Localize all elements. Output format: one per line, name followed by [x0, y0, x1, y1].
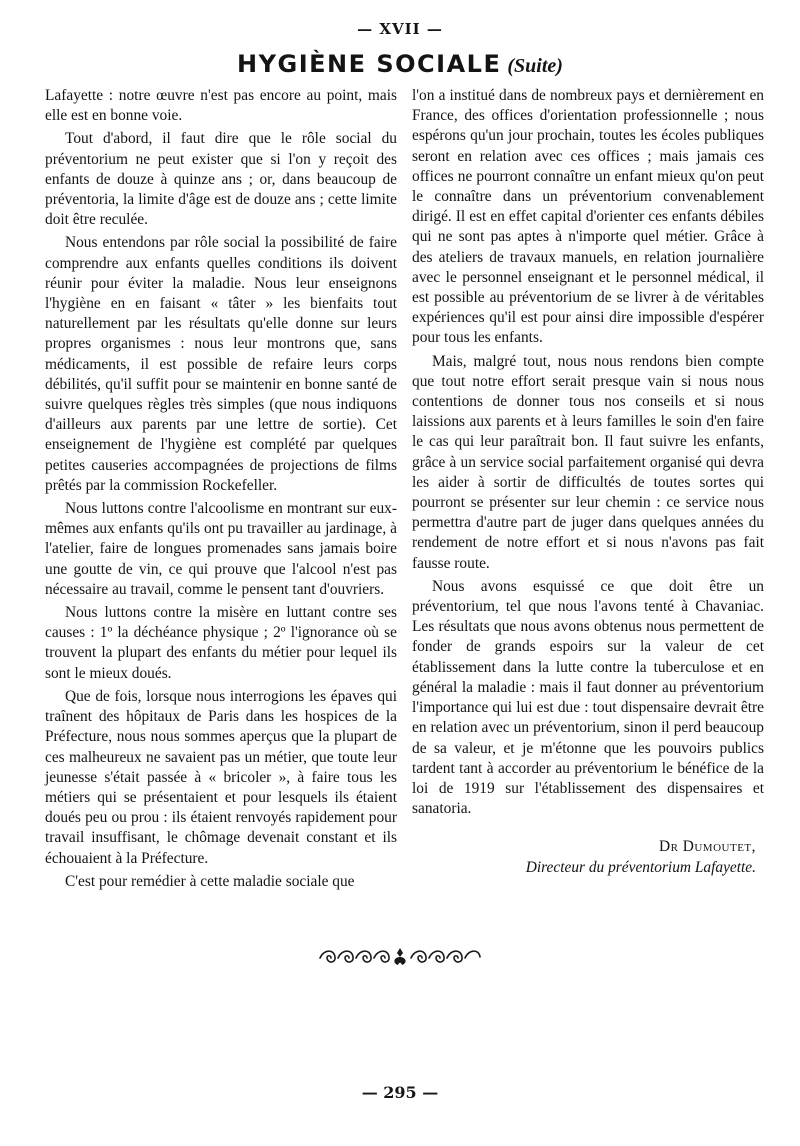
paragraph: l'on a institué dans de nombreux pays et dernièrement en France, des offices d'orientation professionnelle ; nous espérons qu'un jour prochain, toutes les écoles publiques seront en relation avec ces offices ; mais jamais ces offices ne pourront connaître un enfant mieux qu'on peut le connaître dans un préventorium convenablement dirigé. Il est en effet capital d'orienter ces enfants débiles qui ne sont pas aptes à n'importe quel métier. Grâce à des ateliers de travaux manuels, en relation journalière avec le personnel enseignant et le personnel médical, il est possible au préventorium de se livrer à de véritables expériences qu'il est pour ainsi dire impossible d'espérer pour tous les enfants.: [412, 87, 764, 347]
paragraph: Lafayette : notre œuvre n'est pas encore au point, mais elle est en bonne voie.: [45, 87, 397, 125]
page-roman-numeral: — XVII —: [357, 20, 443, 38]
article-title-suite: (Suite): [507, 55, 563, 77]
ornament-icon: [318, 945, 482, 969]
paragraph: Nous luttons contre l'alcoolisme en montrant sur eux-mêmes aux enfants qu'ils ont pu travailler au jardinage, à l'atelier, faire de longues promenades sans jamais boire une goutte de vin, ce qui prouve que l'alcool n'est pas nécessaire au travail, comme le pensent tant d'ouvriers.: [45, 500, 397, 598]
right-column: [412, 86, 764, 878]
paragraph: Nous entendons par rôle social la possibilité de faire comprendre aux enfants quelles conditions ils doivent réunir pour éviter la maladie. Nous leur enseignons l'hygiène en en faisant « tâter » les bienfaits tout naturellement par les résultats qu'elle donne sur leurs propres organismes : nous leur montrons que, sans médicaments, il est possible de refaire leurs corps débilités, qu'il suffit pour se maintenir en bonne santé de suivre quelques règles très simples (que nous indiquons d'ailleurs aux parents par une lettre de sortie). Cet enseignement de l'hygiène est complété par quelques petites causeries accompagnées de projections de films prêtés par la commission Rockefeller.: [45, 234, 397, 494]
ornament-divider: [0, 945, 800, 969]
article-title: HYGIÈNE SOCIALE: [237, 50, 502, 78]
signature-block: [412, 837, 764, 877]
paragraph: C'est pour remédier à cette maladie sociale que: [65, 872, 355, 890]
paragraph: Nous avons esquissé ce que doit être un préventorium, tel que nous l'avons tenté à Chavaniac. Les résultats que nous avons obtenus nous permettent de fonder de grands espoirs sur la valeur de cet établissement dans la lutte contre la tuberculose et en général la maladie : mais il faut donner au préventorium l'importance qui lui est due : tout dispensaire devrait être en relation avec un préventorium, sinon il perd beaucoup de sa valeur, et je m'étonne que les pouvoirs publics tardent tant à accorder au préventorium le bénéfice de la loi de 1919 sur l'établissement des dispensaires et sanatoria.: [412, 577, 764, 818]
paragraph: Tout d'abord, il faut dire que le rôle social du préventorium ne peut exister que si l'on y reçoit des enfants de douze à quinze ans ; or, dans beaucoup de préventoria, la limite d'âge est de douze ans ; cette limite doit être reculée.: [45, 130, 397, 229]
left-column: [45, 86, 397, 895]
paragraph: Nous luttons contre la misère en luttant contre ses causes : 1º la déchéance physique ; 2º l'ignorance où se trouvent la plupart des enfants du métier pour lequel ils sont le mieux doués.: [45, 604, 397, 682]
paragraph: Que de fois, lorsque nous interrogions les épaves qui traînent des hôpitaux de Paris dans les hospices de la Préfecture, nous nous sommes aperçus que la plupart de ces malheureux ne savaient pas un métier, que toute leur jeunesse s'était passée à « bricoler », à faire tous les métiers qui se présentaient et pour lesquels ils étaient doués peu ou prou : ils étaient renvoyés rapidement pour travail insuffisant, le chômage devenait constant et ils échouaient à la Préfecture.: [45, 687, 397, 867]
paragraph: Mais, malgré tout, nous nous rendons bien compte que tout notre effort serait presque vain si nous nous contentions de donner tous nos conseils et si nous laissions aux parents et à leurs familles le soin d'en faire le cas qui leur paraîtrait bon. Il faut suivre les enfants, grâce à un service social parfaitement organisé qui devra les aider à sortir de difficultés de toutes sortes qui pourront se présenter sur leur chemin : ce service nous permettra d'autre part de juger dans quelques années du rendement de notre effort et si nous n'avons pas fait fausse route.: [412, 352, 764, 572]
signature-name: Dr Dumoutet,: [658, 838, 756, 856]
page-number: — 295 —: [361, 1083, 439, 1102]
page-title: [0, 50, 800, 78]
signature-role: Directeur du préventorium Lafayette.: [525, 858, 756, 876]
